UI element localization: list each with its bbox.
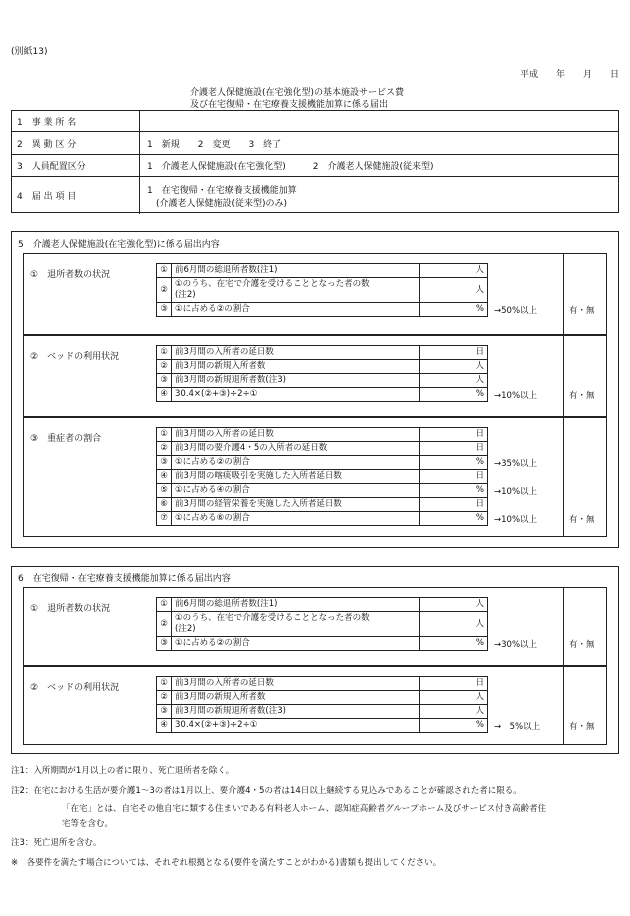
date-line: 平成 年 月 日 xyxy=(519,70,619,80)
note-asterisk: ※ 各要件を満たす場合については、それぞれ根拠となる(要件を満たすことがわかる)書類も提出してください。 xyxy=(11,858,442,868)
row-number: ② xyxy=(157,612,172,637)
row-number: ③ xyxy=(157,374,172,388)
row-item-text: 前3月間の喀痰吸引を実施した入所者延日数 xyxy=(172,470,420,484)
row-value-field[interactable]: 人 xyxy=(420,264,488,278)
table-row xyxy=(157,428,488,442)
row-value-field[interactable]: 日 xyxy=(420,470,488,484)
row-value-field[interactable]: 日 xyxy=(420,498,488,512)
requirement-threshold: → 5%以上 xyxy=(494,721,541,732)
table-row xyxy=(157,470,488,484)
table-row xyxy=(157,705,488,719)
row-item-text: 前3月間の入所者の延日数 xyxy=(172,677,420,691)
row-value-field[interactable]: 人 xyxy=(420,360,488,374)
row-item-text: 前3月間の経管栄養を実施した入所者延日数 xyxy=(172,498,420,512)
row-item-text: ①に占める②の割合 xyxy=(172,456,420,470)
row-number: ⑦ xyxy=(157,512,172,526)
row-item-text: 前6月間の総退所者数(注1) xyxy=(172,264,420,278)
table-row xyxy=(157,278,488,303)
yes-no-selector[interactable]: 有・無 xyxy=(569,639,595,650)
row-item-text: 前3月間の新規入所者数 xyxy=(172,691,420,705)
criteria-group-label: ① 退所者数の状況 xyxy=(30,270,111,280)
row-item-text: 前3月間の新規入所者数 xyxy=(172,360,420,374)
section5-title: 5 介護老人保健施設(在宅強化型)に係る届出内容 xyxy=(18,240,220,250)
row-value-field[interactable]: % xyxy=(420,637,488,651)
row-number: ④ xyxy=(157,719,172,733)
row-item-text: 前3月間の新規退所者数(注3) xyxy=(172,705,420,719)
table-row xyxy=(157,264,488,278)
table-row xyxy=(157,512,488,526)
header-row-items xyxy=(12,177,618,214)
row-value-field[interactable]: % xyxy=(420,303,488,317)
notification-items-field[interactable]: 1 在宅復帰・在宅療養支援機能加算 (介護老人保健施設(従来型)のみ) xyxy=(147,185,297,209)
row-value-field[interactable]: 人 xyxy=(420,374,488,388)
row-number: ① xyxy=(157,428,172,442)
row-value-field[interactable]: 人 xyxy=(420,705,488,719)
table-row xyxy=(157,719,488,733)
header-label: 2 異 動 区 分 xyxy=(12,132,140,154)
note-2-detail: 「在宅」とは、自宅その他自宅に類する住まいである有料老人ホーム、認知症高齢者グループホーム及びサービス付き高齢者住 xyxy=(62,804,547,814)
office-name-field[interactable] xyxy=(140,111,618,131)
row-number: ① xyxy=(157,264,172,278)
row-item-text: ①に占める⑥の割合 xyxy=(172,512,420,526)
row-value-field[interactable]: 日 xyxy=(420,346,488,360)
row-number: ② xyxy=(157,691,172,705)
header-table xyxy=(11,110,619,213)
table-row xyxy=(157,691,488,705)
row-value-field[interactable]: 人 xyxy=(420,278,488,303)
table-row xyxy=(157,598,488,612)
form-label: (別紙13) xyxy=(11,47,48,57)
table-row xyxy=(157,637,488,651)
requirement-threshold: →10%以上 xyxy=(494,390,538,401)
criteria-group-label: ① 退所者数の状況 xyxy=(30,604,111,614)
requirement-threshold: →30%以上 xyxy=(494,639,538,650)
row-value-field[interactable]: 日 xyxy=(420,442,488,456)
note-1: 注1：入所期間が1月以上の者に限り、死亡退所者を除く。 xyxy=(11,766,235,776)
criteria-table xyxy=(156,676,488,733)
answer-column-divider xyxy=(563,587,564,666)
row-value-field[interactable]: % xyxy=(420,388,488,402)
table-row xyxy=(157,612,488,637)
row-item-text: ①のうち、在宅で介護を受けることとなった者の数 (注2) xyxy=(172,278,420,303)
change-type-field[interactable]: 1 新規 2 変更 3 終了 xyxy=(147,139,282,150)
table-row xyxy=(157,374,488,388)
row-item-text: ①に占める④の割合 xyxy=(172,484,420,498)
row-item-text: ①に占める②の割合 xyxy=(172,303,420,317)
note-2-detail-cont: 宅等を含む。 xyxy=(62,819,114,829)
header-row-change xyxy=(12,132,618,155)
answer-column-divider xyxy=(563,666,564,745)
table-row xyxy=(157,456,488,470)
table-row xyxy=(157,442,488,456)
staffing-type-field[interactable]: 1 介護老人保健施設(在宅強化型) 2 介護老人保健施設(従来型) xyxy=(147,162,434,172)
title-line-2: 及び在宅復帰・在宅療養支援機能加算に係る届出 xyxy=(190,100,389,110)
row-number: ⑤ xyxy=(157,484,172,498)
section6-title: 6 在宅復帰・在宅療養支援機能加算に係る届出内容 xyxy=(18,574,231,584)
answer-column-divider xyxy=(563,335,564,417)
row-item-text: 前3月間の入所者の延日数 xyxy=(172,346,420,360)
requirement-threshold: →10%以上 xyxy=(494,514,538,525)
row-value-field[interactable]: 日 xyxy=(420,677,488,691)
row-value-field[interactable]: 人 xyxy=(420,691,488,705)
row-number: ② xyxy=(157,360,172,374)
header-label: 1 事 業 所 名 xyxy=(12,111,140,131)
note-2: 注2：在宅における生活が要介護1～3の者は1月以上、要介護4・5の者は14日以上継続する見込みであることが確認された者に限る。 xyxy=(11,786,522,796)
row-number: ⑥ xyxy=(157,498,172,512)
table-row xyxy=(157,484,488,498)
row-item-text: 30.4×(②+③)÷2÷① xyxy=(172,388,420,402)
row-number: ③ xyxy=(157,456,172,470)
criteria-group-label: ② ベッドの利用状況 xyxy=(30,352,120,362)
header-row-office xyxy=(12,111,618,132)
row-value-field[interactable]: 日 xyxy=(420,428,488,442)
yes-no-selector[interactable]: 有・無 xyxy=(569,721,595,732)
title-line-1: 介護老人保健施設(在宅強化型)の基本施設サービス費 xyxy=(190,88,405,98)
table-row xyxy=(157,360,488,374)
row-number: ③ xyxy=(157,705,172,719)
criteria-group-label: ② ベッドの利用状況 xyxy=(30,683,120,693)
row-value-field[interactable]: % xyxy=(420,719,488,733)
criteria-table xyxy=(156,427,488,526)
requirement-threshold: →50%以上 xyxy=(494,305,538,316)
row-number: ① xyxy=(157,677,172,691)
row-item-text: 30.4×(②+③)÷2÷① xyxy=(172,719,420,733)
table-row xyxy=(157,677,488,691)
row-item-text: 前3月間の要介護4・5の入所者の延日数 xyxy=(172,442,420,456)
row-number: ③ xyxy=(157,303,172,317)
row-value-field[interactable]: % xyxy=(420,484,488,498)
table-row xyxy=(157,346,488,360)
answer-column-divider xyxy=(563,253,564,335)
note-3: 注3：死亡退所を含む。 xyxy=(11,838,102,848)
row-item-text: ①に占める②の割合 xyxy=(172,637,420,651)
row-value-field[interactable]: 人 xyxy=(420,612,488,637)
row-number: ④ xyxy=(157,470,172,484)
row-value-field[interactable]: % xyxy=(420,512,488,526)
requirement-threshold: →35%以上 xyxy=(494,458,538,469)
row-number: ② xyxy=(157,278,172,303)
header-label: 3 人員配置区分 xyxy=(12,155,140,176)
answer-column-divider xyxy=(563,417,564,537)
row-number: ② xyxy=(157,442,172,456)
table-row xyxy=(157,498,488,512)
header-row-staffing xyxy=(12,155,618,177)
yes-no-selector[interactable]: 有・無 xyxy=(569,390,595,401)
row-value-field[interactable]: 人 xyxy=(420,598,488,612)
criteria-table xyxy=(156,345,488,402)
row-item-text: 前3月間の新規退所者数(注3) xyxy=(172,374,420,388)
row-number: ① xyxy=(157,598,172,612)
criteria-table xyxy=(156,597,488,651)
row-item-text: 前3月間の入所者の延日数 xyxy=(172,428,420,442)
criteria-group-label: ③ 重症者の割合 xyxy=(30,434,102,444)
table-row xyxy=(157,388,488,402)
header-label: 4 届 出 項 目 xyxy=(12,177,140,214)
row-item-text: 前6月間の総退所者数(注1) xyxy=(172,598,420,612)
yes-no-selector[interactable]: 有・無 xyxy=(569,514,595,525)
table-row xyxy=(157,303,488,317)
row-number: ① xyxy=(157,346,172,360)
criteria-table xyxy=(156,263,488,317)
row-item-text: ①のうち、在宅で介護を受けることとなった者の数 (注2) xyxy=(172,612,420,637)
yes-no-selector[interactable]: 有・無 xyxy=(569,305,595,316)
requirement-threshold: →10%以上 xyxy=(494,486,538,497)
row-number: ③ xyxy=(157,637,172,651)
row-value-field[interactable]: % xyxy=(420,456,488,470)
row-number: ④ xyxy=(157,388,172,402)
